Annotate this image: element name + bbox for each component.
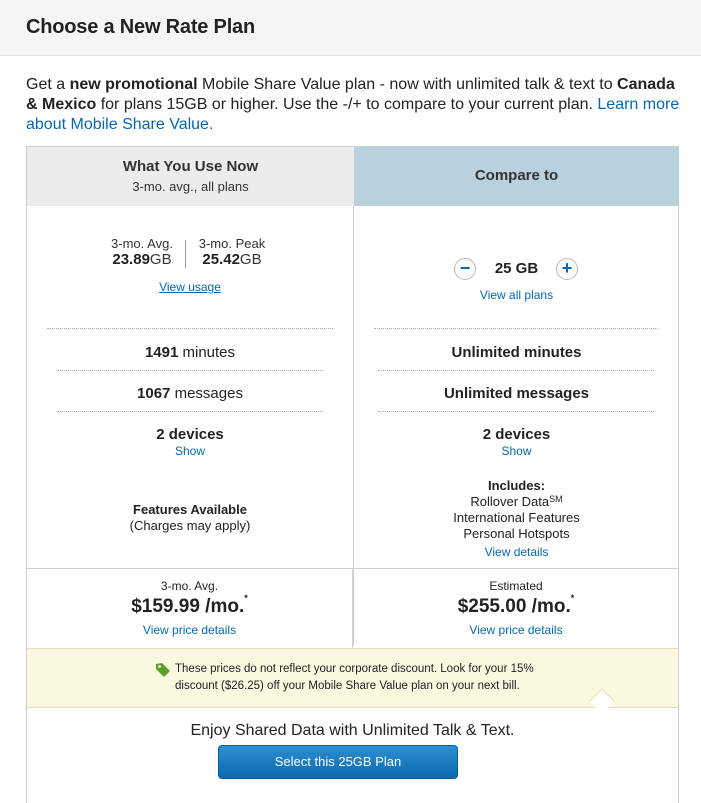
include-rollover-data: Rollover Data℠ [470, 494, 563, 509]
compare-title: Compare to [474, 167, 559, 184]
include-international: International Features [453, 510, 580, 525]
compare-header [354, 147, 679, 206]
show-devices-link[interactable]: Show [501, 444, 532, 458]
plan-comparison-table [26, 146, 679, 803]
estimated-price-details-link[interactable]: View price details [469, 623, 563, 637]
current-price-details-link[interactable]: View price details [142, 623, 237, 637]
features-note: (Charges may apply) [129, 518, 251, 533]
messages-stat [27, 385, 353, 402]
estimated-price [354, 569, 678, 649]
learn-more-link[interactable]: Learn more about Mobile Share Value. [26, 96, 680, 133]
row-divider [47, 328, 333, 329]
avg-usage-unit: GB [149, 251, 172, 268]
row-divider [378, 370, 654, 371]
price-asterisk: * [570, 593, 575, 603]
discount-notice-text: These prices do not reflect your corporate discount. Look for your 15% discount ($26.25) off your Mobile Share Value plan on your next bill. [175, 663, 534, 692]
row-divider [378, 411, 654, 412]
show-devices-link[interactable]: Show [174, 444, 206, 458]
messages-label: messages [170, 385, 243, 402]
peak-usage [189, 236, 275, 268]
row-divider [57, 370, 323, 371]
select-plan-button[interactable]: Select this 25GB Plan [218, 745, 458, 779]
minutes-stat [27, 344, 353, 361]
avg-usage [99, 236, 185, 268]
discount-notice [27, 648, 678, 708]
estimated-price-label: Estimated [489, 579, 543, 593]
intro-text-1: Get a [26, 76, 70, 93]
intro-paragraph [26, 75, 686, 135]
plan-size-stepper [354, 258, 679, 284]
current-price [27, 569, 353, 649]
messages-value: 1067 [137, 385, 171, 402]
intro-text-2: Mobile Share Value plan - now with unlimited talk & text to [197, 76, 618, 93]
intro-bold-1: new promotional [69, 76, 198, 93]
include-hotspots: Personal Hotspots [463, 526, 570, 541]
estimated-price-value-wrap [354, 593, 678, 618]
row-divider [374, 328, 658, 329]
data-usage-summary [27, 236, 353, 276]
view-usage-link[interactable]: View usage [159, 280, 221, 294]
plan-includes [354, 478, 679, 560]
page-title: Choose a New Rate Plan [26, 16, 255, 38]
current-usage-header [27, 147, 354, 206]
avg-usage-label: 3-mo. Avg. [111, 236, 173, 251]
current-price-value: $159.99 /mo. [131, 596, 245, 617]
service-mark: SM [549, 494, 563, 504]
page-header [0, 0, 701, 56]
unlimited-messages: Unlimited messages [443, 385, 590, 402]
decrease-plan-button[interactable]: − [454, 258, 476, 280]
usage-separator [185, 240, 186, 268]
price-row [27, 568, 678, 648]
devices-count: 2 devices [156, 426, 224, 443]
intro-bold-2: Canada & Mexico [26, 76, 675, 113]
current-usage-subtitle: 3-mo. avg., all plans [132, 179, 249, 194]
minutes-value: 1491 [144, 344, 179, 361]
row-divider [57, 411, 323, 412]
tag-icon [155, 662, 171, 678]
peak-usage-value: 25.42 [202, 251, 240, 268]
current-usage-title: What You Use Now [122, 158, 259, 175]
peak-usage-label: 3-mo. Peak [198, 236, 266, 251]
view-details-link[interactable]: View details [484, 545, 549, 559]
minutes-label: minutes [178, 344, 236, 361]
features-available [27, 502, 353, 534]
estimated-price-value: $255.00 /mo. [457, 596, 571, 617]
current-price-label: 3-mo. Avg. [160, 579, 219, 593]
plan-size-value: 25 GB [494, 260, 539, 277]
peak-usage-unit: GB [239, 251, 262, 268]
includes-title: Includes: [487, 478, 546, 493]
cta-text: Enjoy Shared Data with Unlimited Talk & Text. [190, 722, 515, 739]
increase-plan-button[interactable]: + [556, 258, 578, 280]
view-all-plans-link[interactable]: View all plans [479, 288, 554, 302]
unlimited-minutes: Unlimited minutes [451, 344, 582, 361]
devices-count: 2 devices [482, 426, 551, 443]
avg-usage-value: 23.89 [112, 251, 150, 268]
price-asterisk: * [244, 593, 248, 603]
intro-text-3: for plans 15GB or higher. Use the -/+ to compare to your current plan. [96, 96, 598, 113]
features-title: Features Available [133, 502, 247, 517]
current-price-value-wrap [27, 593, 352, 618]
